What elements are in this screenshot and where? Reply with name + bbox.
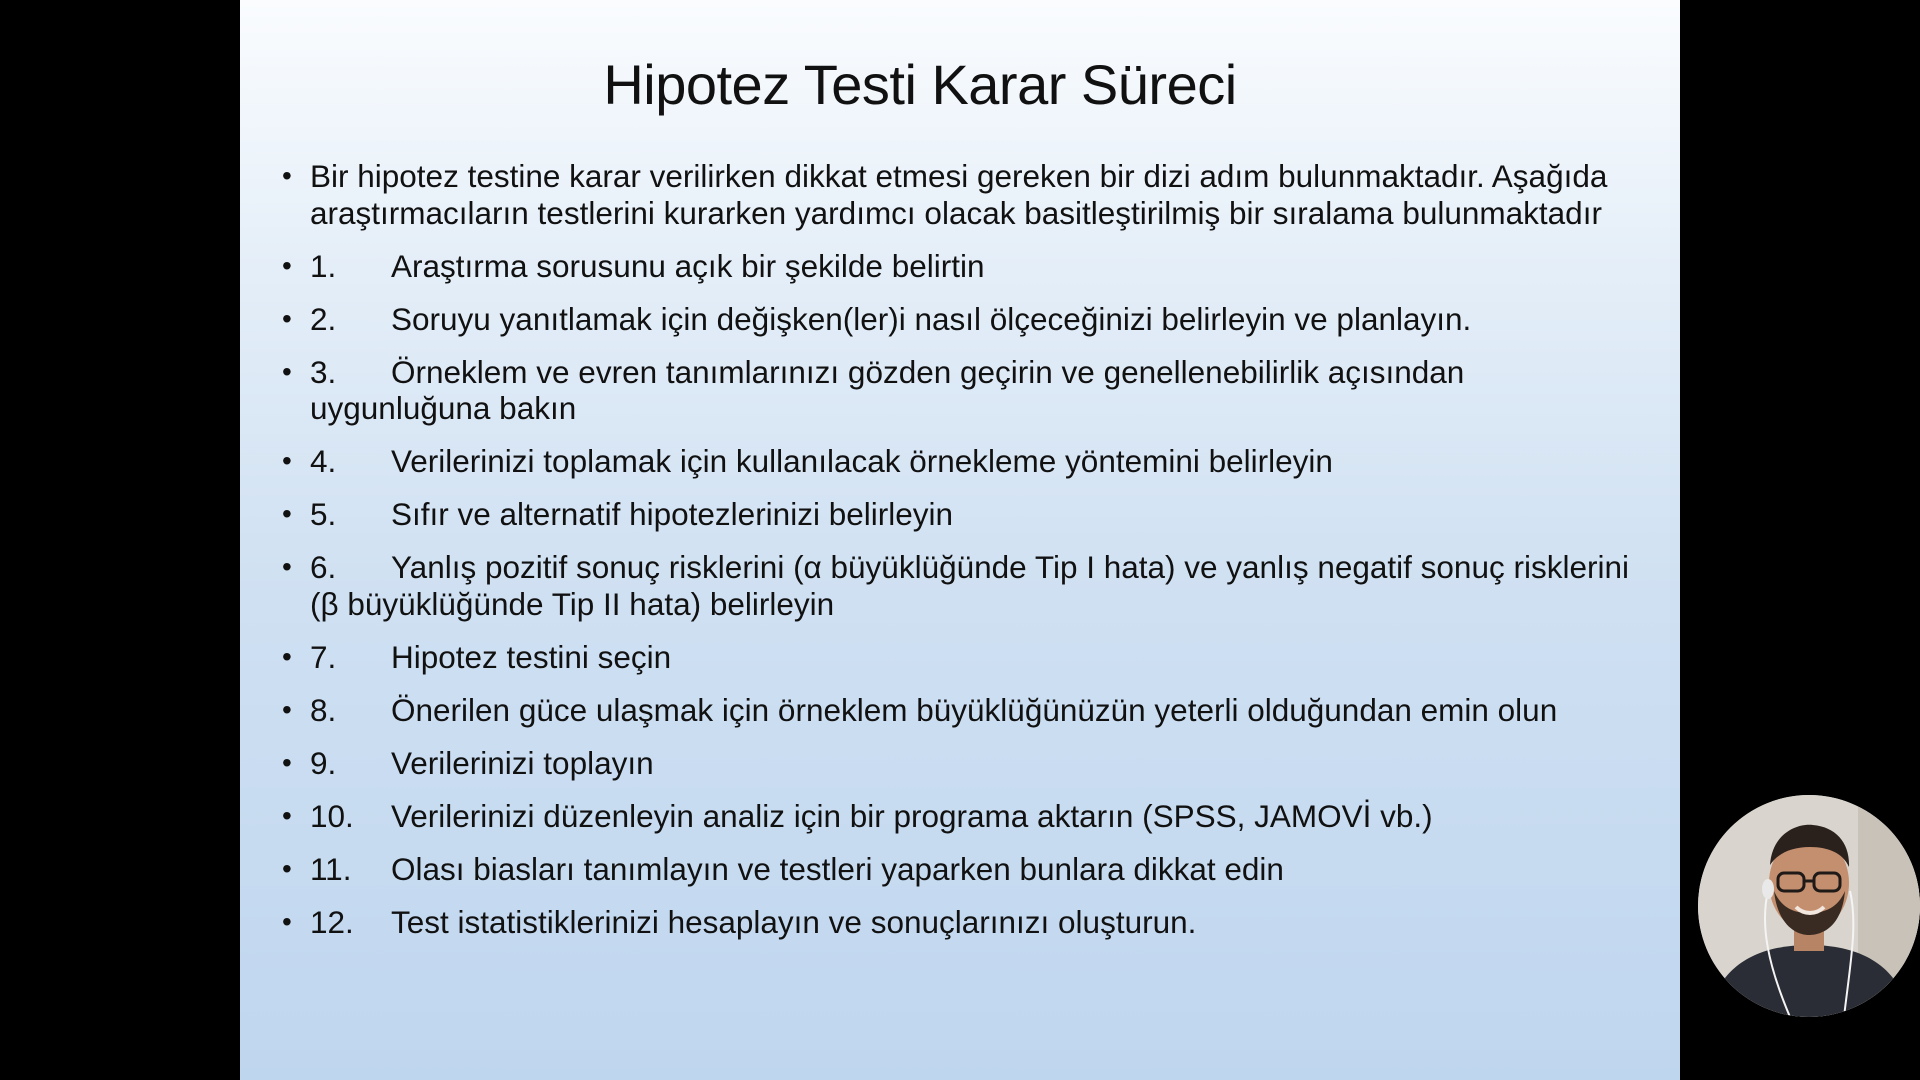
step-text: Verilerinizi toplayın	[391, 744, 654, 781]
step-text: Test istatistiklerinizi hesaplayın ve sonuçlarınızı oluşturun.	[391, 903, 1197, 940]
list-item-step	[282, 549, 1647, 622]
step-number: 12.	[310, 903, 354, 940]
list-item-step	[282, 301, 1647, 338]
slide-title: Hipotez Testi Karar Süreci	[603, 53, 1237, 116]
bullet-icon: •	[282, 746, 292, 778]
bullet-icon: •	[282, 445, 292, 476]
bullet-icon: •	[282, 905, 292, 937]
step-number: 3.	[310, 353, 337, 390]
bullet-icon: •	[282, 852, 292, 884]
bullet-icon: •	[282, 799, 292, 831]
bullet-icon: •	[282, 249, 292, 281]
step-number: 2.	[310, 300, 337, 337]
webcam-person-image	[1698, 795, 1920, 1017]
list-item-step	[282, 496, 1647, 533]
step-text: Araştırma sorusunu açık bir şekilde belirtin	[391, 247, 985, 284]
step-number: 4.	[310, 443, 337, 479]
step-number: 10.	[310, 797, 354, 834]
list-item-step	[282, 692, 1647, 729]
bullet-list	[282, 158, 1647, 957]
step-text: Verilerinizi toplamak için kullanılacak örnekleme yöntemini belirleyin	[391, 443, 1333, 479]
webcam-video[interactable]	[1698, 795, 1920, 1017]
list-item-step	[282, 851, 1647, 888]
step-number: 9.	[310, 744, 337, 781]
bullet-icon: •	[282, 640, 292, 672]
list-item-step	[282, 745, 1647, 782]
step-number: 1.	[310, 247, 337, 284]
bullet-icon: •	[282, 498, 292, 529]
list-item-step	[282, 798, 1647, 835]
step-text: Hipotez testini seçin	[391, 638, 672, 675]
list-item-intro	[282, 158, 1647, 231]
step-text: Olası biasları tanımlayın ve testleri yaparken bunlara dikkat edin	[391, 850, 1284, 887]
step-text: Verilerinizi düzenleyin analiz için bir programa aktarın (SPSS, JAMOVİ vb.)	[391, 797, 1433, 834]
step-text: Önerilen güce ulaşmak için örneklem büyüklüğünüzün yeterli olduğundan emin olun	[391, 691, 1558, 728]
list-item-step	[282, 354, 1647, 427]
intro-text: Bir hipotez testine karar verilirken dikkat etmesi gereken bir dizi adım bulunmaktadır. Aşağıda araştırmacıların testlerini kurarken yardımcı olacak basitleştirilmiş bir sıralama bulunmaktadır	[310, 158, 1608, 231]
bullet-icon: •	[282, 693, 292, 725]
step-number: 7.	[310, 638, 337, 675]
list-item-step	[282, 248, 1647, 285]
step-number: 8.	[310, 691, 337, 728]
step-number: 11.	[310, 850, 352, 887]
step-text: Sıfır ve alternatif hipotezlerinizi belirleyin	[391, 496, 954, 532]
step-text: Örneklem ve evren tanımlarınızı gözden geçirin ve genellenebilirlik açısından uygunluğuna bakın	[310, 353, 1465, 426]
bullet-icon: •	[282, 302, 292, 334]
step-number: 5.	[310, 496, 337, 532]
bullet-icon: •	[282, 551, 292, 582]
list-item-step	[282, 443, 1647, 480]
step-text: Yanlış pozitif sonuç risklerini (α büyüklüğünde Tip I hata) ve yanlış negatif sonuç risklerini (β büyüklüğünde Tip II hata) belirleyin	[310, 549, 1629, 622]
bullet-icon: •	[282, 160, 292, 191]
bullet-icon: •	[282, 355, 292, 387]
list-item-step	[282, 639, 1647, 676]
slide	[240, 0, 1680, 1080]
list-item-step	[282, 904, 1647, 941]
step-text: Soruyu yanıtlamak için değişken(ler)i nasıl ölçeceğinizi belirleyin ve planlayın.	[391, 300, 1472, 337]
step-number: 6.	[310, 549, 337, 585]
